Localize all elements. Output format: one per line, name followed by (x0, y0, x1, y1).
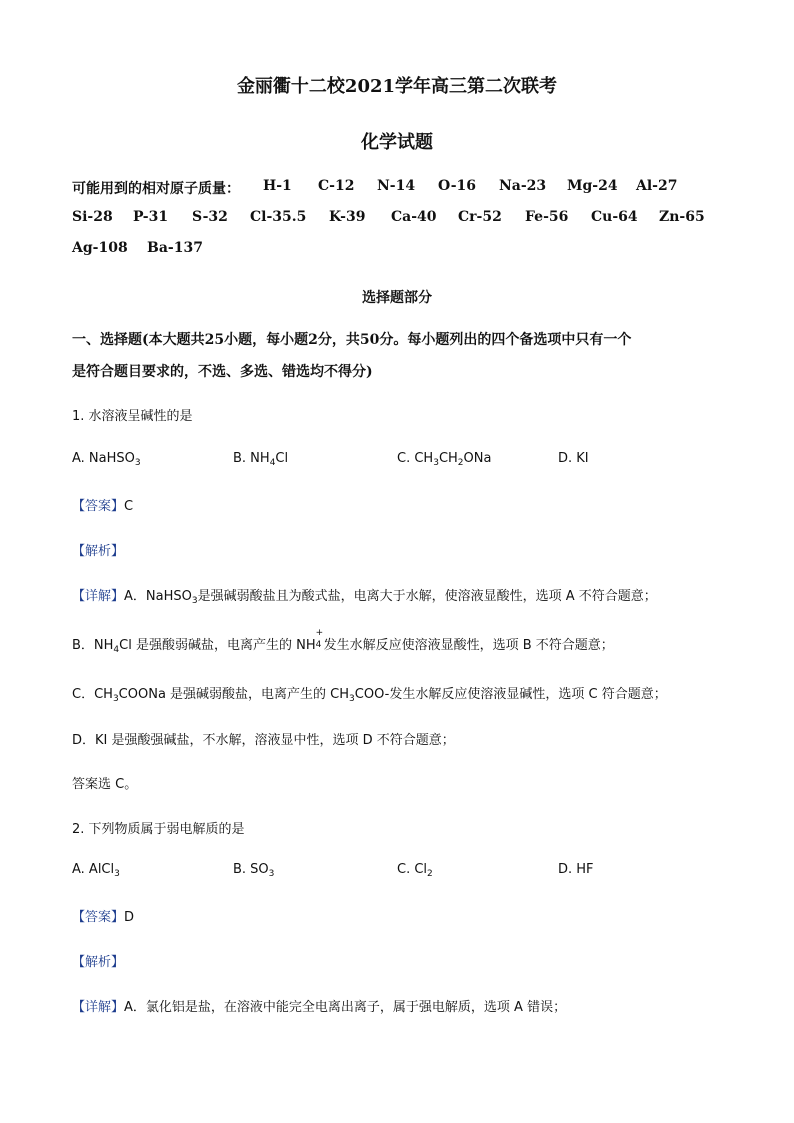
option-a: A. NaHSO$_3$ (72, 451, 141, 468)
atomic-mass-item: S-32 (192, 209, 228, 225)
option-c: C. $Cl_2$ (397, 862, 433, 879)
atomic-mass-item: Zn-65 (659, 209, 705, 225)
analysis-tag: 【解析】 (72, 955, 125, 970)
page-subtitle: 化学试题 (361, 132, 433, 153)
detail-a: 【详解】A．氯化铝是盐，在溶液中能完全电离出离子，属于强电解质，选项 A 错误； (72, 1000, 567, 1015)
section-instructions: 一、选择题(本大题共25小题，每小题2分，共50分。每小题列出的四个备选项中只有一个 (72, 332, 632, 348)
atomic-mass-item: N-14 (377, 178, 416, 194)
atomic-mass-item: K-39 (329, 209, 366, 225)
atomic-mass-item: Ba-137 (147, 240, 203, 256)
atomic-mass-item: Ag-108 (72, 240, 128, 256)
detail-tag: 【详解】 (72, 589, 125, 604)
detail-c: C．$CH_3COONa$ 是强碱弱酸盐，电离产生的 $CH_3COO-$发生水解反应使溶液显碱性，选项 C 符合题意； (72, 687, 667, 704)
answer-tag: 【答案】 (72, 499, 125, 514)
page-title: 金丽衢十二校2021学年高三第二次联考 (236, 76, 558, 97)
atomic-mass-item: Ca-40 (391, 209, 437, 225)
option-c: C. $CH_3CH_2ONa$ (397, 451, 492, 468)
answer-line (72, 495, 133, 514)
atomic-mass-item: C-12 (318, 178, 355, 194)
option-a: A. AlCl$_3$ (72, 862, 120, 879)
option-b: B. $SO_3$ (233, 862, 275, 879)
question-stem: 1. 水溶液呈碱性的是 (72, 409, 193, 424)
atomic-mass-item: Cl-35.5 (250, 209, 307, 225)
atomic-mass-item: Cr-52 (458, 209, 502, 225)
analysis-tag: 【解析】 (72, 544, 125, 559)
atomic-mass-item: Mg-24 (567, 178, 618, 194)
answer-line (72, 906, 134, 925)
option-d: D. HF (558, 862, 594, 877)
section-title: 选择题部分 (362, 290, 432, 306)
atomic-mass-label: 可能用到的相对原子质量： (72, 181, 240, 197)
answer-value: C (124, 499, 134, 514)
detail-b: B．$NH_4Cl$ 是强酸弱碱盐，电离产生的 NH + 4 发生水解反应使溶液显酸性，选项 B 不符合题意； (72, 628, 614, 655)
atomic-mass-item: Al-27 (636, 178, 678, 194)
atomic-mass-item: Cu-64 (591, 209, 638, 225)
atomic-mass-item: Si-28 (72, 209, 113, 225)
atomic-mass-item: O-16 (438, 178, 477, 194)
question-stem: 2. 下列物质属于弱电解质的是 (72, 822, 245, 837)
option-b: B. $NH_4Cl$ (233, 451, 289, 468)
atomic-mass-item: Fe-56 (525, 209, 569, 225)
atomic-mass-item: H-1 (263, 178, 292, 194)
answer-value: D (124, 910, 135, 925)
detail-d: D．KI 是强酸强碱盐，不水解，溶液显中性，选项 D 不符合题意； (72, 733, 455, 748)
section-instructions: 是符合题目要求的，不选、多选、错选均不得分) (72, 364, 373, 380)
conclusion: 答案选 C。 (72, 777, 138, 792)
atomic-mass-item: P-31 (133, 209, 169, 225)
answer-tag: 【答案】 (72, 910, 125, 925)
atomic-mass-item: Na-23 (499, 178, 547, 194)
detail-tag: 【详解】 (72, 1000, 125, 1015)
detail-a: 【详解】A．NaHSO$_3$是强碱弱酸盐且为酸式盐，电离大于水解，使溶液显酸性，选项 A 不符合题意； (72, 589, 657, 606)
option-d: D. KI (558, 451, 589, 466)
